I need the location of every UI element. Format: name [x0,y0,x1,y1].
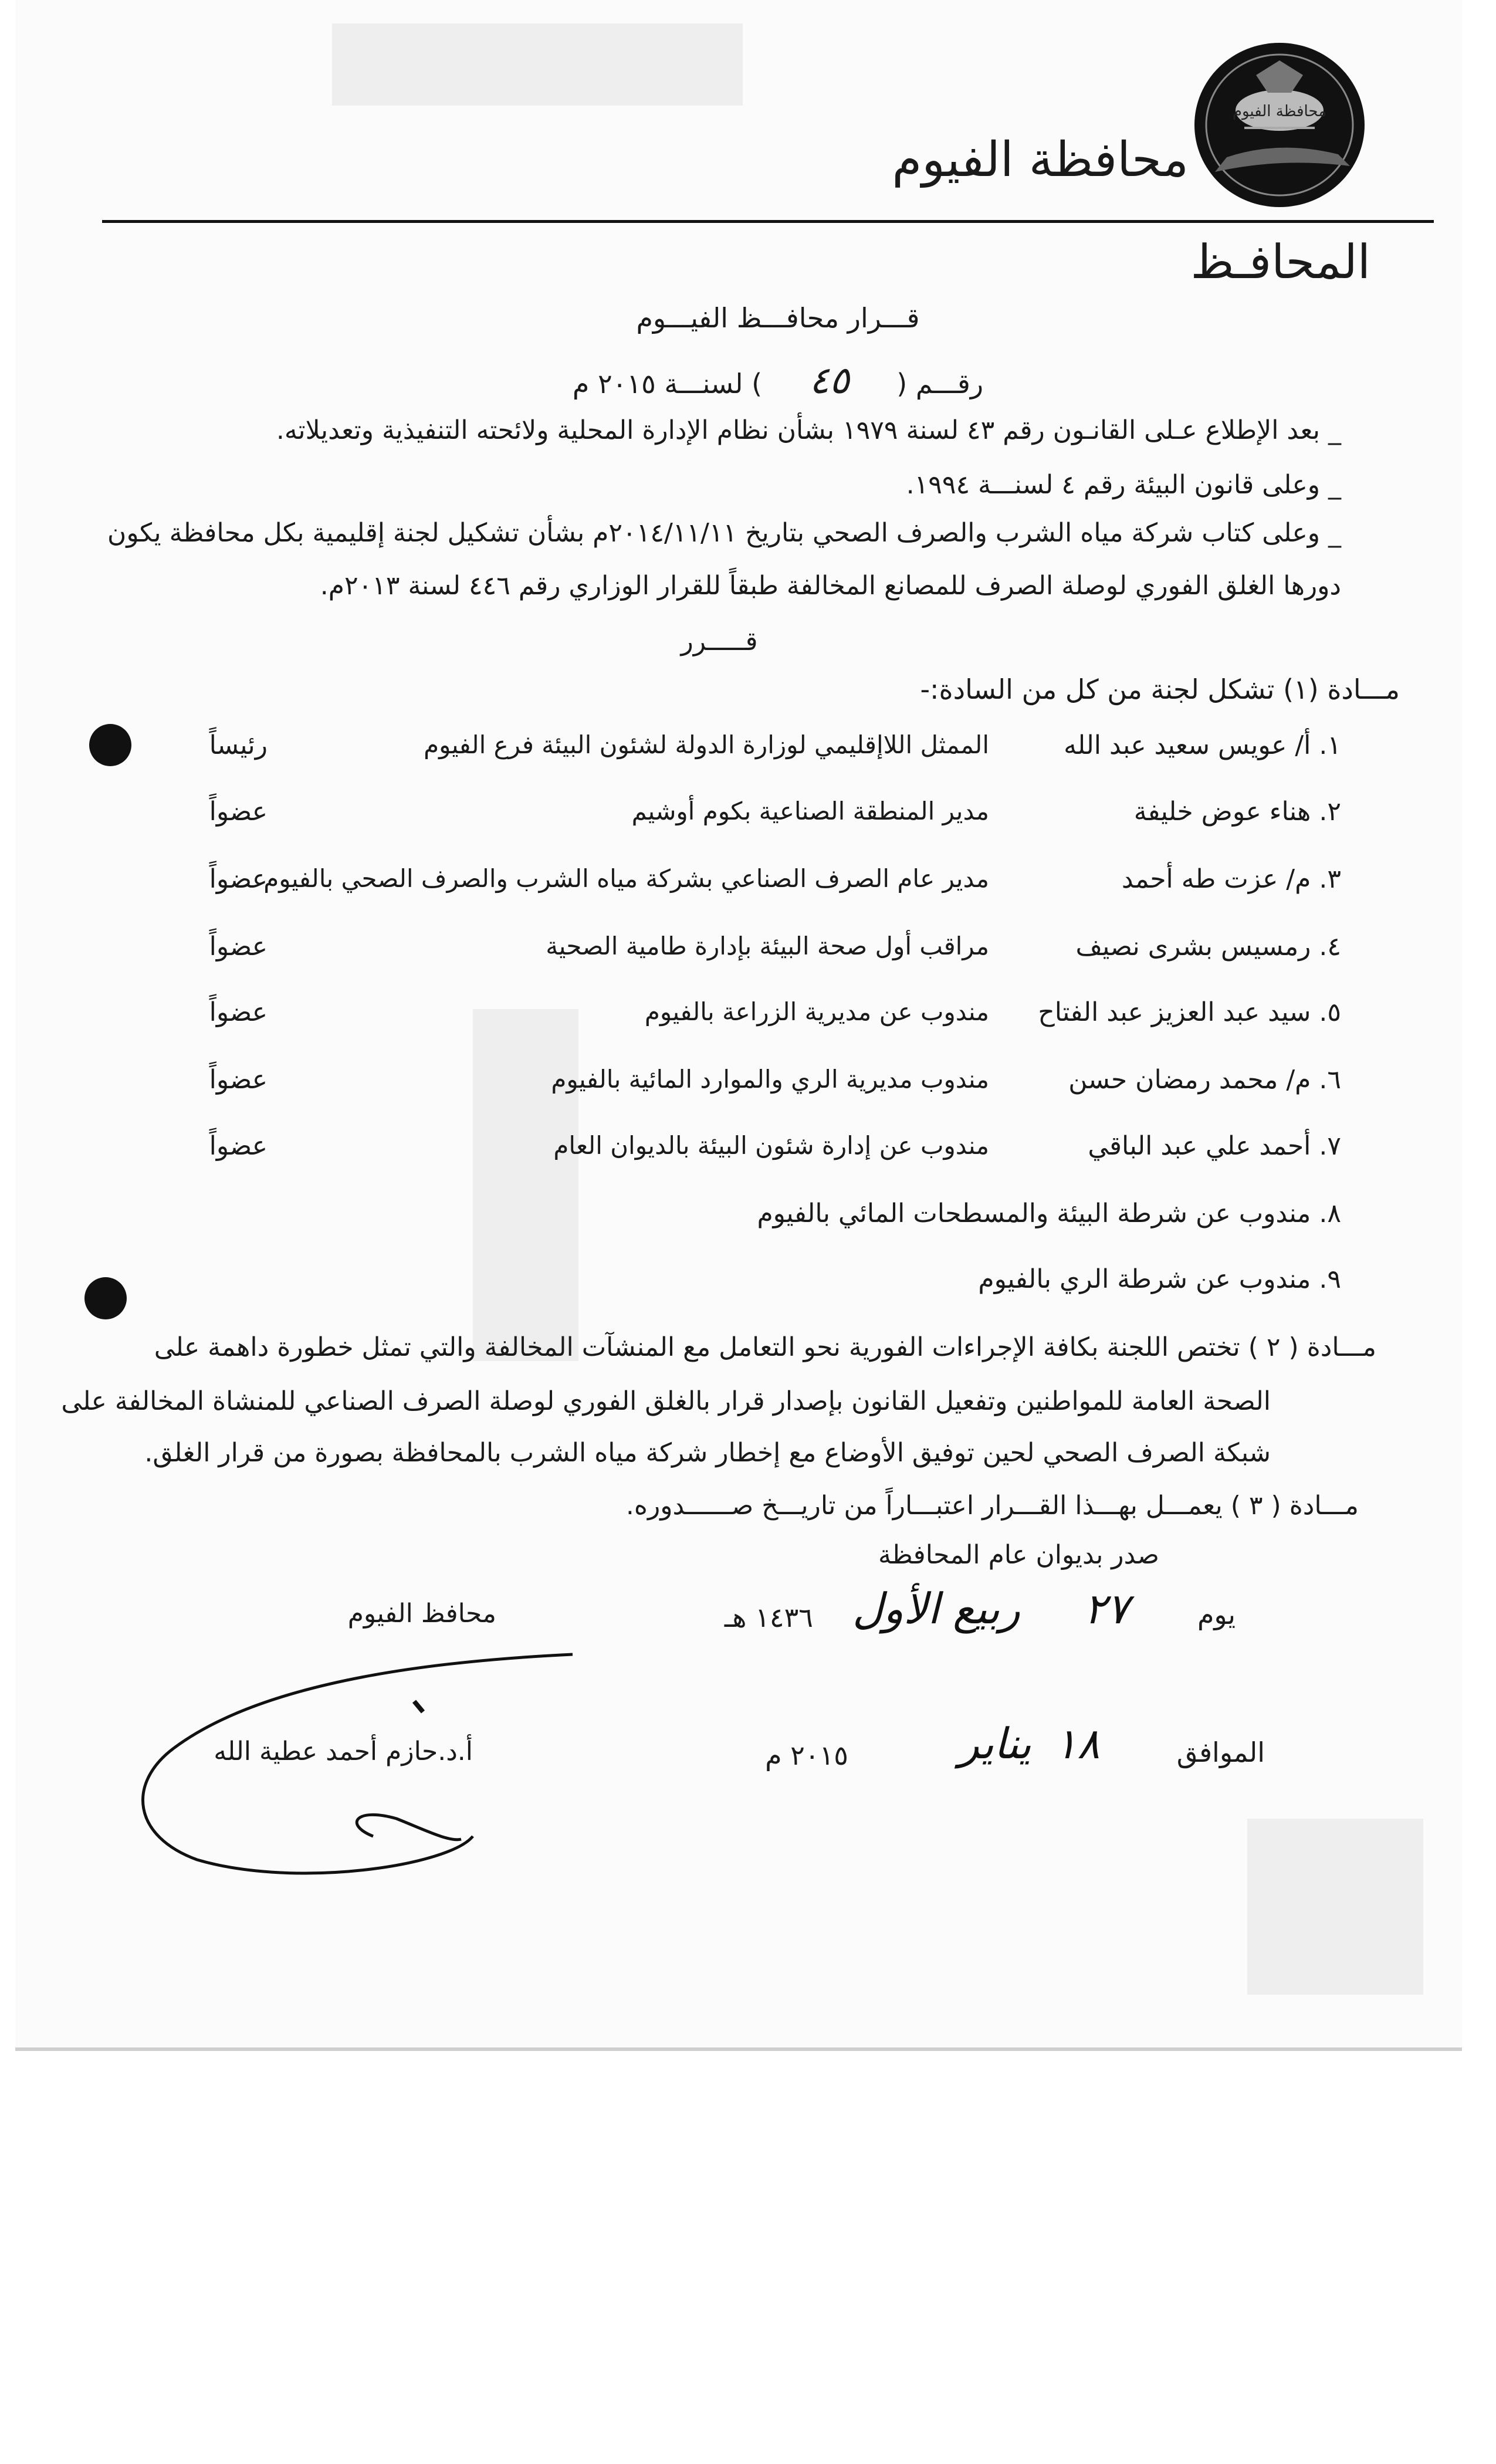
member-name: ١. أ/ عويس سعيد عبد الله [1064,730,1341,760]
page-bottom-edge [15,2047,1462,2051]
governorate-name: محافظة الفيوم [892,132,1189,188]
hijri-month-handwritten: ربيع الأول [852,1584,1020,1633]
gregorian-year: ٢٠١٥ م [765,1739,848,1771]
decided-heading: قـــــرر [681,627,758,656]
gregorian-month-handwritten: يناير [959,1719,1031,1768]
preamble-line-3: _ وعلى كتاب شركة مياه الشرب والصرف الصحي بتاريخ ٢٠١٤/١١/١١م بشأن تشكيل لجنة إقليمية بكل محافظة يكون [107,518,1341,548]
decree-title: قـــرار محافـــظ الفيـــوم [636,302,920,334]
member-status: عضواً [209,997,268,1027]
member-name: ٧. أحمد علي عبد الباقي [1088,1131,1341,1161]
hijri-year: ١٤٣٦ هـ [724,1602,813,1633]
preamble-line-2: _ وعلى قانون البيئة رقم ٤ لسنـــة ١٩٩٤. [906,470,1341,500]
hijri-day-handwritten: ٢٧ [1084,1584,1129,1633]
signatory-title: محافظ الفيوم [347,1599,496,1629]
decree-year-label: ) لسنـــة ٢٠١٥ م [572,368,763,400]
signatory-name: أ.د.حازم أحمد عطية الله [214,1737,473,1766]
punch-hole [89,724,131,766]
member-status: رئيساً [209,730,268,760]
punch-hole [84,1277,127,1319]
member-status: عضواً [209,1065,268,1095]
article-2-line-1: مـــادة ( ٢ ) تختص اللجنة بكافة الإجراءات الفورية نحو التعامل مع المنشآت المخالفة والتي تمثل خطورة داهمة على [154,1332,1376,1362]
member-name: ٨. مندوب عن شرطة البيئة والمسطحات المائي بالفيوم [757,1199,1341,1228]
document-page [15,0,1462,2047]
preamble-line-1: _ بعد الإطلاع عـلى القانـون رقم ٤٣ لسنة ١٩٧٩ بشأن نظام الإدارة المحلية ولائحته التنفيذية وتعديلاته. [276,415,1341,445]
issued-at: صدر بديوان عام المحافظة [878,1540,1159,1570]
decree-number-line [485,359,1071,402]
member-role: مراقب أول صحة البيئة بإدارة طامية الصحية [546,932,989,960]
decree-number-value: ٤٥ [809,359,850,402]
member-role: مندوب عن إدارة شئون البيئة بالديوان العام [553,1131,989,1160]
preamble-line-4: دورها الغلق الفوري لوصلة الصرف للمصانع المخالفة طبقاً للقرار الوزاري رقم ٤٤٦ لسنة ٢٠١٣م. [320,571,1341,601]
member-name: ٤. رمسيس بشرى نصيف [1075,932,1341,962]
article-2-line-2: الصحة العامة للمواطنين وتفعيل القانون بإصدار قرار بالغلق الفوري لوصلة الصرف الصناعي للمنشاة المخالفة على [61,1386,1271,1416]
member-role: مدير عام الصرف الصناعي بشركة مياه الشرب والصرف الصحي بالفيوم [263,864,989,893]
seal-text: محافظة الفيوم [1232,103,1327,120]
member-status: عضواً [209,797,268,827]
member-role: مدير المنطقة الصناعية بكوم أوشيم [631,797,989,825]
member-status: عضواً [209,864,268,894]
article-3: مـــادة ( ٣ ) يعمـــل بهـــذا القـــرار اعتبـــاراً من تاريـــخ صــــــدوره. [625,1491,1359,1521]
member-status: عضواً [209,932,268,962]
article-1-intro: مـــادة (١) تشكل لجنة من كل من السادة:- [920,673,1400,705]
header-divider [102,220,1434,223]
member-status: عضواً [209,1131,268,1161]
member-name: ٦. م/ محمد رمضان حسن [1068,1065,1341,1095]
member-name: ٥. سيد عبد العزيز عبد الفتاح [1038,997,1341,1027]
corresponding-label: الموافق [1176,1737,1265,1768]
decree-number-label: رقـــم ( [896,368,984,400]
member-role: مندوب عن مديرية الزراعة بالفيوم [644,997,989,1026]
member-role: مندوب مديرية الري والموارد المائية بالفيوم [551,1065,989,1094]
gregorian-day-handwritten: ١٨ [1054,1719,1100,1768]
article-2-line-3: شبكة الصرف الصحي لحين توفيق الأوضاع مع إخطار شركة مياه الشرب بالمحافظة بصورة من قرار الغلق. [144,1438,1271,1468]
member-name: ٩. مندوب عن شرطة الري بالفيوم [978,1264,1341,1294]
governorate-seal [1192,40,1373,210]
member-name: ٣. م/ عزت طه أحمد [1121,864,1341,894]
member-name: ٢. هناء عوض خليفة [1133,797,1341,827]
signature-scribble [121,1643,590,1895]
member-role: الممثل اللاإقليمي لوزارة الدولة لشئون البيئة فرع الفيوم [424,730,989,759]
office-title: المحافـظ [1190,235,1370,289]
day-label: يوم [1197,1599,1236,1630]
